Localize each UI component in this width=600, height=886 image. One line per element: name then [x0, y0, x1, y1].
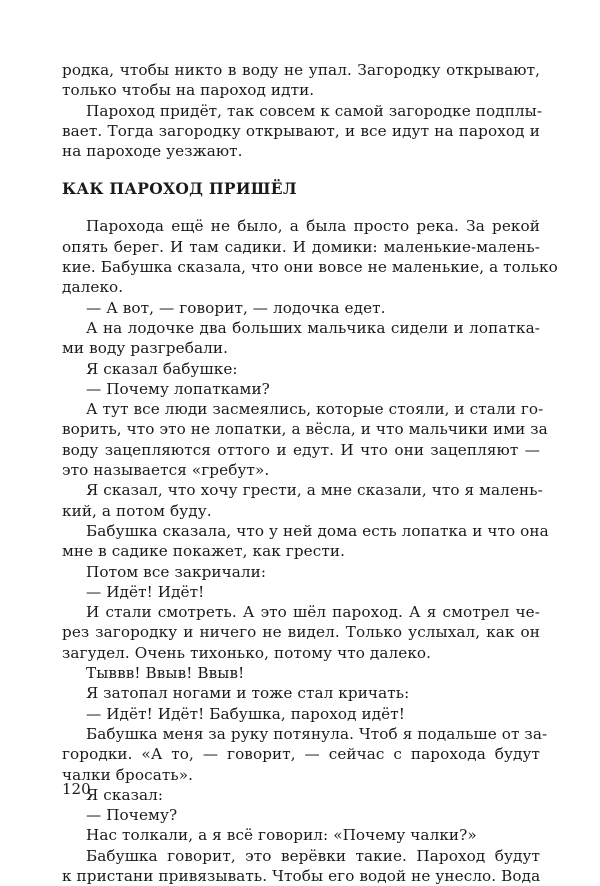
text-line: Бабушка говорит, это верёвки такие. Пароход будут	[86, 846, 540, 865]
text-line: родка, чтобы никто в воду не упал. Загородку открывают,	[62, 61, 540, 79]
text-line: на пароходе уезжают.	[62, 142, 243, 161]
chapter-title: КАК ПАРОХОД ПРИШЁЛ	[62, 179, 297, 199]
text-line: Парохода ещё не было, а была просто река. За рекой	[86, 217, 540, 236]
text-line: ми воду разгребали.	[62, 339, 228, 358]
text-line: И стали смотреть. А это шёл пароход. А я смотрел че-	[86, 603, 540, 622]
text-line: Нас толкали, а я всё говорил: «Почему чалки?»	[86, 826, 477, 845]
text-line: чалки бросать».	[62, 765, 194, 784]
text-line: Бабушка сказала, что у ней дома есть лопатка и что она	[86, 521, 549, 540]
text-line: Я сказал:	[86, 785, 164, 804]
intro-paragraphs	[62, 60, 543, 161]
text-line: кий, а потом буду.	[62, 501, 212, 520]
text-line: мне в садике покажет, как грести.	[62, 542, 345, 561]
text-line: — А вот, — говорит, — лодочка едет.	[86, 298, 386, 317]
text-line: А на лодочке два больших мальчика сидели и лопатка-	[86, 318, 540, 337]
text-line: вает. Тогда загородку открывают, и все идут на пароход и	[62, 121, 540, 140]
page-number: 120	[62, 780, 91, 798]
text-line: к пристани привязывать. Чтобы его водой не унесло. Вода	[62, 866, 541, 885]
text-line: кие. Бабушка сказала, что они вовсе не маленькие, а только	[62, 258, 558, 277]
text-line: Я затопал ногами и тоже стал кричать:	[86, 684, 410, 703]
text-line: Бабушка меня за руку потянула. Чтоб я подальше от за-	[86, 724, 548, 743]
text-line: Я сказал бабушке:	[86, 359, 238, 378]
text-line: опять берег. И там садики. И домики: маленькие-малень-	[62, 237, 540, 256]
text-line: — Почему?	[86, 806, 178, 825]
text-line: — Идёт! Идёт!	[86, 582, 205, 601]
text-line: далеко.	[62, 278, 124, 297]
text-line: Я сказал, что хочу грести, а мне сказали, что я малень-	[86, 481, 543, 500]
text-line: рез загородку и ничего не видел. Только услыхал, как он	[62, 623, 540, 642]
text-line: А тут все люди засмеялись, которые стояли, и стали го-	[86, 400, 544, 419]
text-line: воду зацепляются оттого и едут. И что они зацепляют —	[62, 440, 540, 459]
text-line: Пароход придёт, так совсем к самой загородке подплы-	[86, 101, 543, 120]
text-line: Тыввв! Ввыв! Ввыв!	[86, 664, 245, 683]
text-line: — Почему лопатками?	[86, 379, 270, 398]
book-page	[62, 60, 558, 886]
text-line: городки. «А то, — говорит, — сейчас с парохода будут	[62, 745, 540, 764]
text-line: загудел. Очень тихонько, потому что далеко.	[62, 643, 432, 662]
text-line: Потом все закричали:	[86, 562, 267, 581]
text-line: только чтобы на пароход идти.	[62, 81, 315, 100]
text-line: — Идёт! Идёт! Бабушка, пароход идёт!	[86, 704, 405, 723]
text-line: ворить, что это не лопатки, а вёсла, и что мальчики ими за	[62, 420, 548, 439]
text-line: это называется «гребут».	[62, 461, 270, 480]
chapter-body	[62, 216, 558, 886]
